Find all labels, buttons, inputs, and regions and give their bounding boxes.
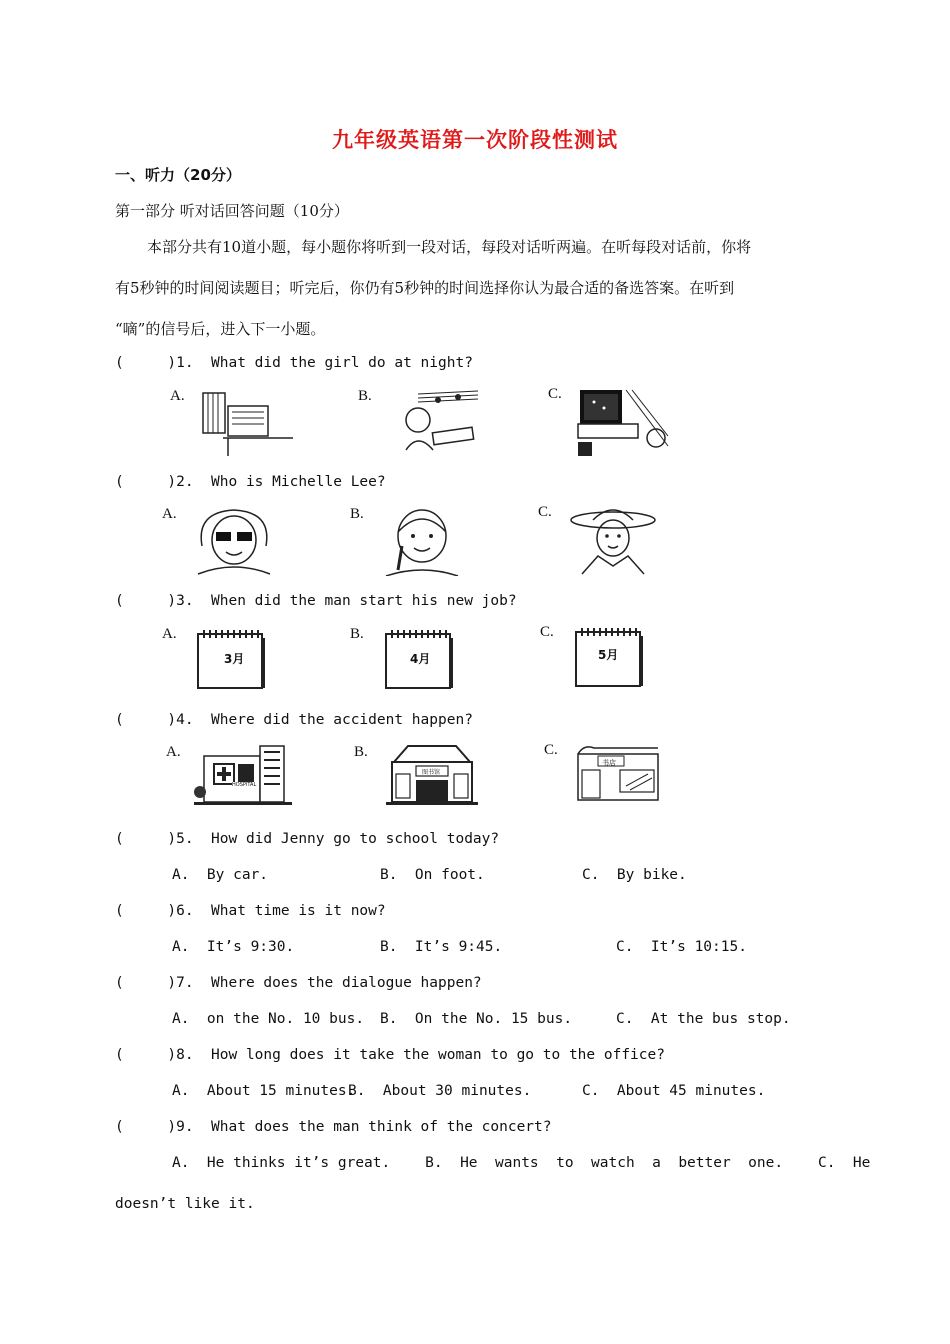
question-8: ( )8. How long does it take the woman to go to the office? bbox=[115, 1047, 665, 1063]
question-4: ( )4. Where did the accident happen? bbox=[115, 712, 473, 728]
bookstore-sign: 书店 bbox=[602, 759, 616, 767]
q4-option-a[interactable]: A. HOSPITAL bbox=[166, 744, 296, 806]
q5-option-c[interactable]: C. By bike. bbox=[582, 867, 687, 883]
q4-option-b[interactable]: B. 图书馆 bbox=[354, 744, 484, 806]
intro-line-2: 有5秒钟的时间阅读题目；听完后，你仍有5秒钟的时间选择你认为最合适的备选答案。在听到 bbox=[115, 279, 735, 297]
q6-option-a[interactable]: A. It’s 9:30. bbox=[172, 939, 295, 955]
woman-hat-icon bbox=[568, 504, 658, 576]
q4-option-c[interactable]: C. 书店 bbox=[544, 742, 674, 804]
intro-line-3: “嘀”的信号后，进入下一小题。 bbox=[115, 320, 326, 338]
q2-option-b[interactable]: B. bbox=[350, 506, 470, 576]
part-heading: 第一部分 听对话回答问题（10分） bbox=[115, 202, 349, 220]
question-7: ( )7. Where does the dialogue happen? bbox=[115, 975, 482, 991]
q9-options-line-1[interactable]: A. He thinks it’s great. B. He wants to watch a better one. C. He bbox=[172, 1155, 871, 1171]
girl-music-icon bbox=[388, 388, 483, 458]
q6-option-b[interactable]: B. It’s 9:45. bbox=[380, 939, 503, 955]
q7-option-b[interactable]: B. On the No. 15 bus. bbox=[380, 1011, 573, 1027]
q7-option-a[interactable]: A. on the No. 10 bus. bbox=[172, 1011, 365, 1027]
question-9: ( )9. What does the man think of the concert? bbox=[115, 1119, 552, 1135]
q6-option-c[interactable]: C. It’s 10:15. bbox=[616, 939, 747, 955]
library-sign: 图书馆 bbox=[422, 769, 441, 776]
section-heading: 一、听力（20分） bbox=[115, 166, 241, 184]
woman-sunglasses-icon bbox=[190, 506, 278, 576]
q2-option-a[interactable]: A. bbox=[162, 506, 282, 576]
question-5: ( )5. How did Jenny go to school today? bbox=[115, 831, 500, 847]
hospital-icon bbox=[194, 744, 292, 806]
intro-line-1: 本部分共有10道小题，每小题你将听到一段对话，每段对话听两遍。在听每段对话前，你将 bbox=[147, 238, 752, 256]
question-2: ( )2. Who is Michelle Lee? bbox=[115, 474, 386, 490]
bookstore-icon bbox=[574, 742, 664, 804]
q8-option-a[interactable]: A. About 15 minutes. bbox=[172, 1083, 356, 1099]
question-1: ( )1. What did the girl do at night? bbox=[115, 355, 473, 371]
calendar-month-label: 5月 bbox=[598, 648, 619, 662]
q1-option-c[interactable]: C. bbox=[548, 386, 678, 458]
q3-option-b[interactable]: B. 4月 bbox=[350, 626, 470, 692]
q7-option-c[interactable]: C. At the bus stop. bbox=[616, 1011, 791, 1027]
q3-option-a[interactable]: A. 3月 bbox=[162, 626, 282, 692]
q1-option-b[interactable]: B. bbox=[358, 388, 488, 458]
girl-watching-tv-icon bbox=[576, 386, 671, 458]
calendar-month-label: 3月 bbox=[224, 652, 245, 666]
hospital-sign: HOSPITAL bbox=[232, 782, 257, 788]
q8-option-b[interactable]: B. About 30 minutes. bbox=[348, 1083, 532, 1099]
question-3: ( )3. When did the man start his new job? bbox=[115, 593, 517, 609]
q5-option-a[interactable]: A. By car. bbox=[172, 867, 269, 883]
woman-braid-icon bbox=[378, 506, 466, 576]
calendar-month-label: 4月 bbox=[410, 652, 431, 666]
q8-option-c[interactable]: C. About 45 minutes. bbox=[582, 1083, 766, 1099]
question-6: ( )6. What time is it now? bbox=[115, 903, 386, 919]
q5-option-b[interactable]: B. On foot. bbox=[380, 867, 485, 883]
q3-option-c[interactable]: C. 5月 bbox=[540, 624, 660, 690]
q9-options-line-2[interactable]: doesn’t like it. bbox=[115, 1196, 255, 1212]
q1-option-a[interactable]: A. bbox=[170, 388, 300, 458]
q2-option-c[interactable]: C. bbox=[538, 504, 668, 576]
page-title: 九年级英语第一次阶段性测试 bbox=[332, 128, 618, 152]
girl-reading-icon bbox=[198, 388, 298, 458]
